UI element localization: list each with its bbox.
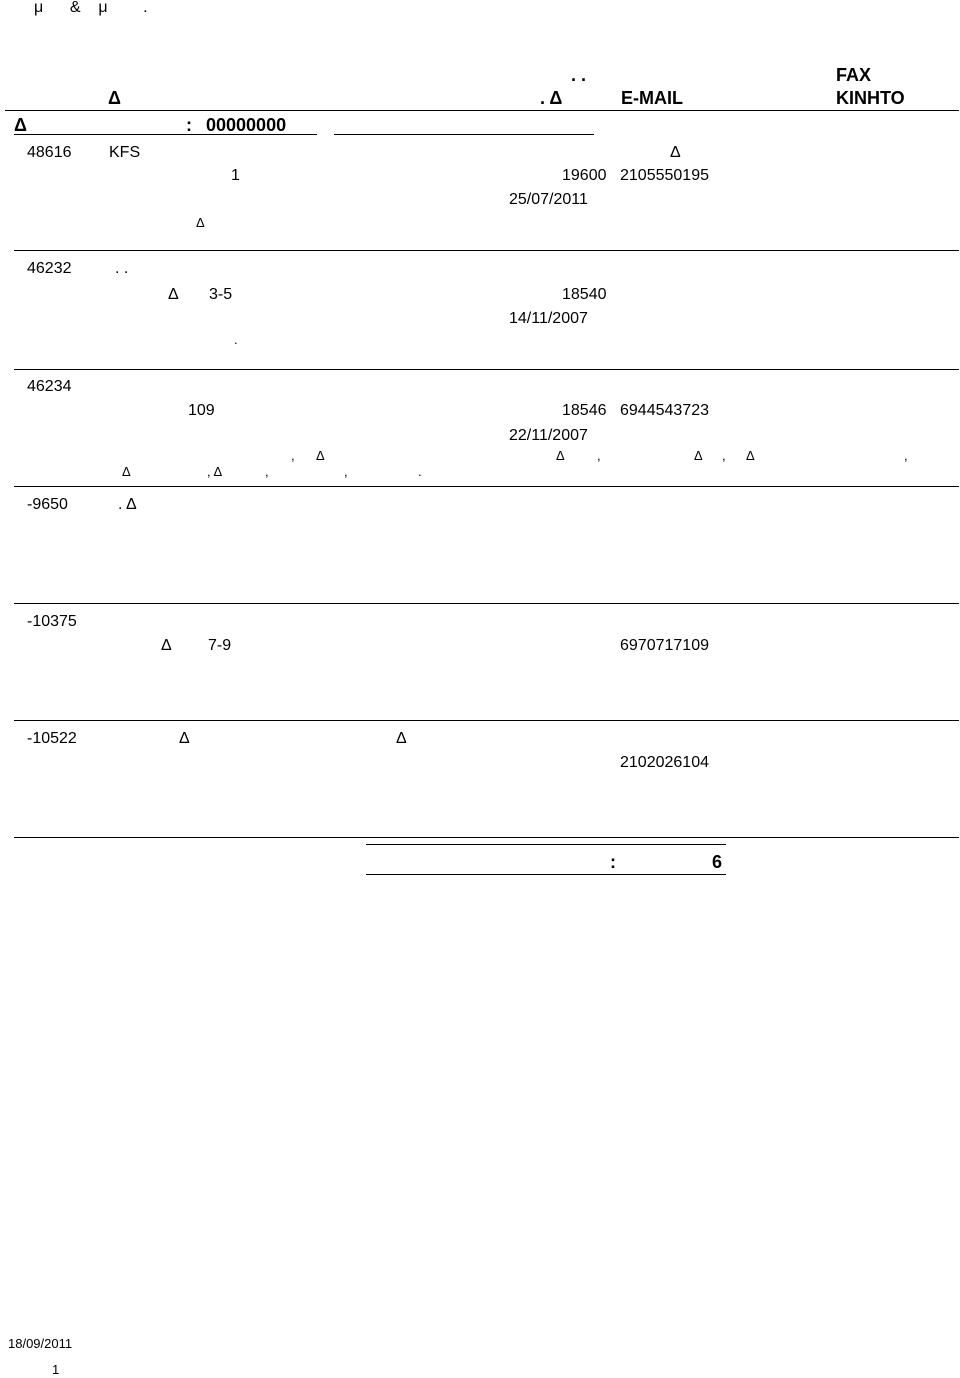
section-label: Δ (14, 115, 27, 135)
row-divider (14, 486, 959, 487)
record-number: 109 (188, 402, 215, 419)
desc-mark: , (904, 448, 908, 463)
row-divider (14, 250, 959, 251)
record-dots: . . (115, 260, 129, 277)
row-divider (14, 369, 959, 370)
record-number: 7-9 (208, 637, 232, 654)
desc-mark: , (291, 448, 295, 463)
section-underline (14, 134, 317, 135)
section-colon: : (186, 115, 192, 135)
record-date: 25/07/2011 (509, 191, 588, 208)
record-number: 1 (231, 167, 240, 184)
record-number: 3-5 (209, 286, 233, 303)
section-underline-2 (334, 134, 594, 135)
record-phone: 2105550195 (620, 167, 709, 184)
record-id: -10375 (27, 613, 77, 630)
desc-mark: , (344, 464, 348, 479)
record-note: Δ (196, 215, 205, 230)
desc-mark: , (722, 448, 726, 463)
total-colon: : (610, 852, 616, 872)
record-postcode: 19600 (562, 167, 607, 184)
desc-mark: Δ (746, 448, 755, 463)
col-mobile: ΚΙΝΗΤΟ (836, 88, 905, 108)
record-postcode: 18540 (562, 286, 607, 303)
record-marker: Δ (179, 730, 190, 747)
desc-mark: Δ (316, 448, 325, 463)
record-marker: Δ (161, 637, 172, 654)
total-overline (366, 844, 726, 845)
record-note: . (234, 332, 238, 347)
page-header-title: μ & μ . (34, 0, 148, 16)
col-dots: . . (571, 65, 587, 85)
desc-mark: Δ (122, 464, 131, 479)
record-id: 46234 (27, 378, 72, 395)
desc-mark: Δ (694, 448, 703, 463)
record-id: -9650 (27, 496, 68, 513)
record-marker: Δ (670, 144, 681, 161)
record-id: 48616 (27, 144, 72, 161)
record-postcode: 18546 (562, 402, 607, 419)
col-fax: FAX (836, 65, 872, 85)
record-id: -10522 (27, 730, 77, 747)
col-email: E-MAIL (621, 88, 683, 108)
col-dep-area: . Δ (540, 88, 563, 108)
desc-mark: . (418, 464, 422, 479)
record-date: 22/11/2007 (509, 427, 588, 444)
record-date: 14/11/2007 (509, 310, 588, 327)
footer-date: 18/09/2011 (8, 1336, 73, 1351)
section-code: 00000000 (206, 115, 287, 135)
record-name: KFS (109, 144, 141, 161)
row-divider (14, 837, 959, 838)
total-value: 6 (712, 852, 723, 872)
total-underline (366, 874, 726, 875)
record-phone: 2102026104 (620, 754, 709, 771)
footer-page: 1 (52, 1362, 60, 1377)
row-divider (14, 720, 959, 721)
record-marker: Δ (396, 730, 407, 747)
col-name-marker: Δ (108, 88, 121, 108)
row-divider (14, 603, 959, 604)
record-marker: Δ (168, 286, 179, 303)
record-id: 46232 (27, 260, 72, 277)
desc-mark: , (597, 448, 601, 463)
record-phone: 6970717109 (620, 637, 709, 654)
record-phone: 6944543723 (620, 402, 709, 419)
record-suffix: . Δ (118, 496, 137, 513)
header-divider (5, 110, 959, 111)
desc-mark: , Δ (207, 464, 223, 479)
desc-mark: Δ (556, 448, 565, 463)
desc-mark: , (265, 464, 269, 479)
